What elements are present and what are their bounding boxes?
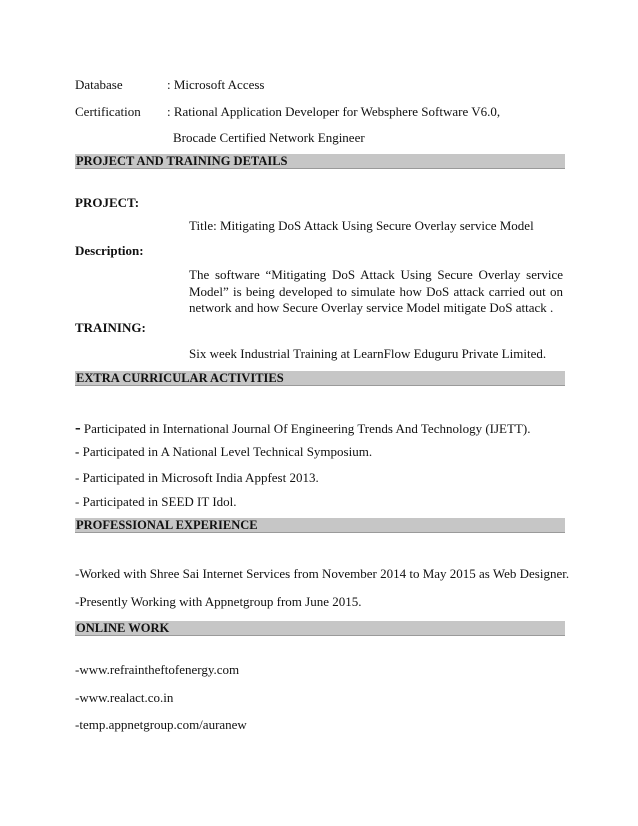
section-header-extra-curricular: EXTRA CURRICULAR ACTIVITIES (75, 371, 565, 386)
section-header-professional-experience: PROFESSIONAL EXPERIENCE (75, 518, 565, 533)
description-label: Description: (75, 243, 144, 258)
training-heading: TRAINING: (75, 320, 146, 335)
certification-label: Certification (75, 104, 141, 119)
bullet-dash: - (75, 494, 80, 509)
online-link[interactable]: -www.realact.co.in (75, 690, 174, 705)
project-title: Title: Mitigating DoS Attack Using Secure Overlay service Model (189, 218, 534, 233)
activity-item: - Participated in International Journal Of Engineering Trends And Technology (IJETT). (75, 418, 531, 437)
project-description: The software “Mitigating DoS Attack Using Secure Overlay service Model” is being developed to simulate how DoS attack carried out on network and how Secure Overlay service Model mitigate DoS attack . (189, 267, 563, 315)
activity-item: - Participated in Microsoft India Appfest 2013. (75, 470, 319, 485)
experience-item: -Presently Working with Appnetgroup from June 2015. (75, 594, 362, 609)
training-text: Six week Industrial Training at LearnFlow Eduguru Private Limited. (189, 346, 547, 361)
activity-item: - Participated in SEED IT Idol. (75, 494, 237, 509)
section-header-project-training: PROJECT AND TRAINING DETAILS (75, 154, 565, 169)
project-heading: PROJECT: (75, 195, 140, 210)
experience-item: -Worked with Shree Sai Internet Services from November 2014 to May 2015 as Web Designer. (75, 566, 570, 581)
bullet-dash: - (75, 470, 80, 485)
activity-item: - Participated in A National Level Technical Symposium. (75, 444, 373, 459)
section-header-online-work: ONLINE WORK (75, 621, 565, 636)
bullet-dash: - (75, 444, 80, 459)
database-label: Database (75, 77, 123, 92)
bullet-dash: - (75, 418, 81, 437)
certification-value-1: : Rational Application Developer for Websphere Software V6.0, (167, 104, 501, 119)
online-link[interactable]: -www.refraintheftofenergy.com (75, 662, 240, 677)
online-link[interactable]: -temp.appnetgroup.com/auranew (75, 717, 247, 732)
certification-value-2: Brocade Certified Network Engineer (173, 130, 365, 145)
database-value: : Microsoft Access (167, 77, 265, 92)
